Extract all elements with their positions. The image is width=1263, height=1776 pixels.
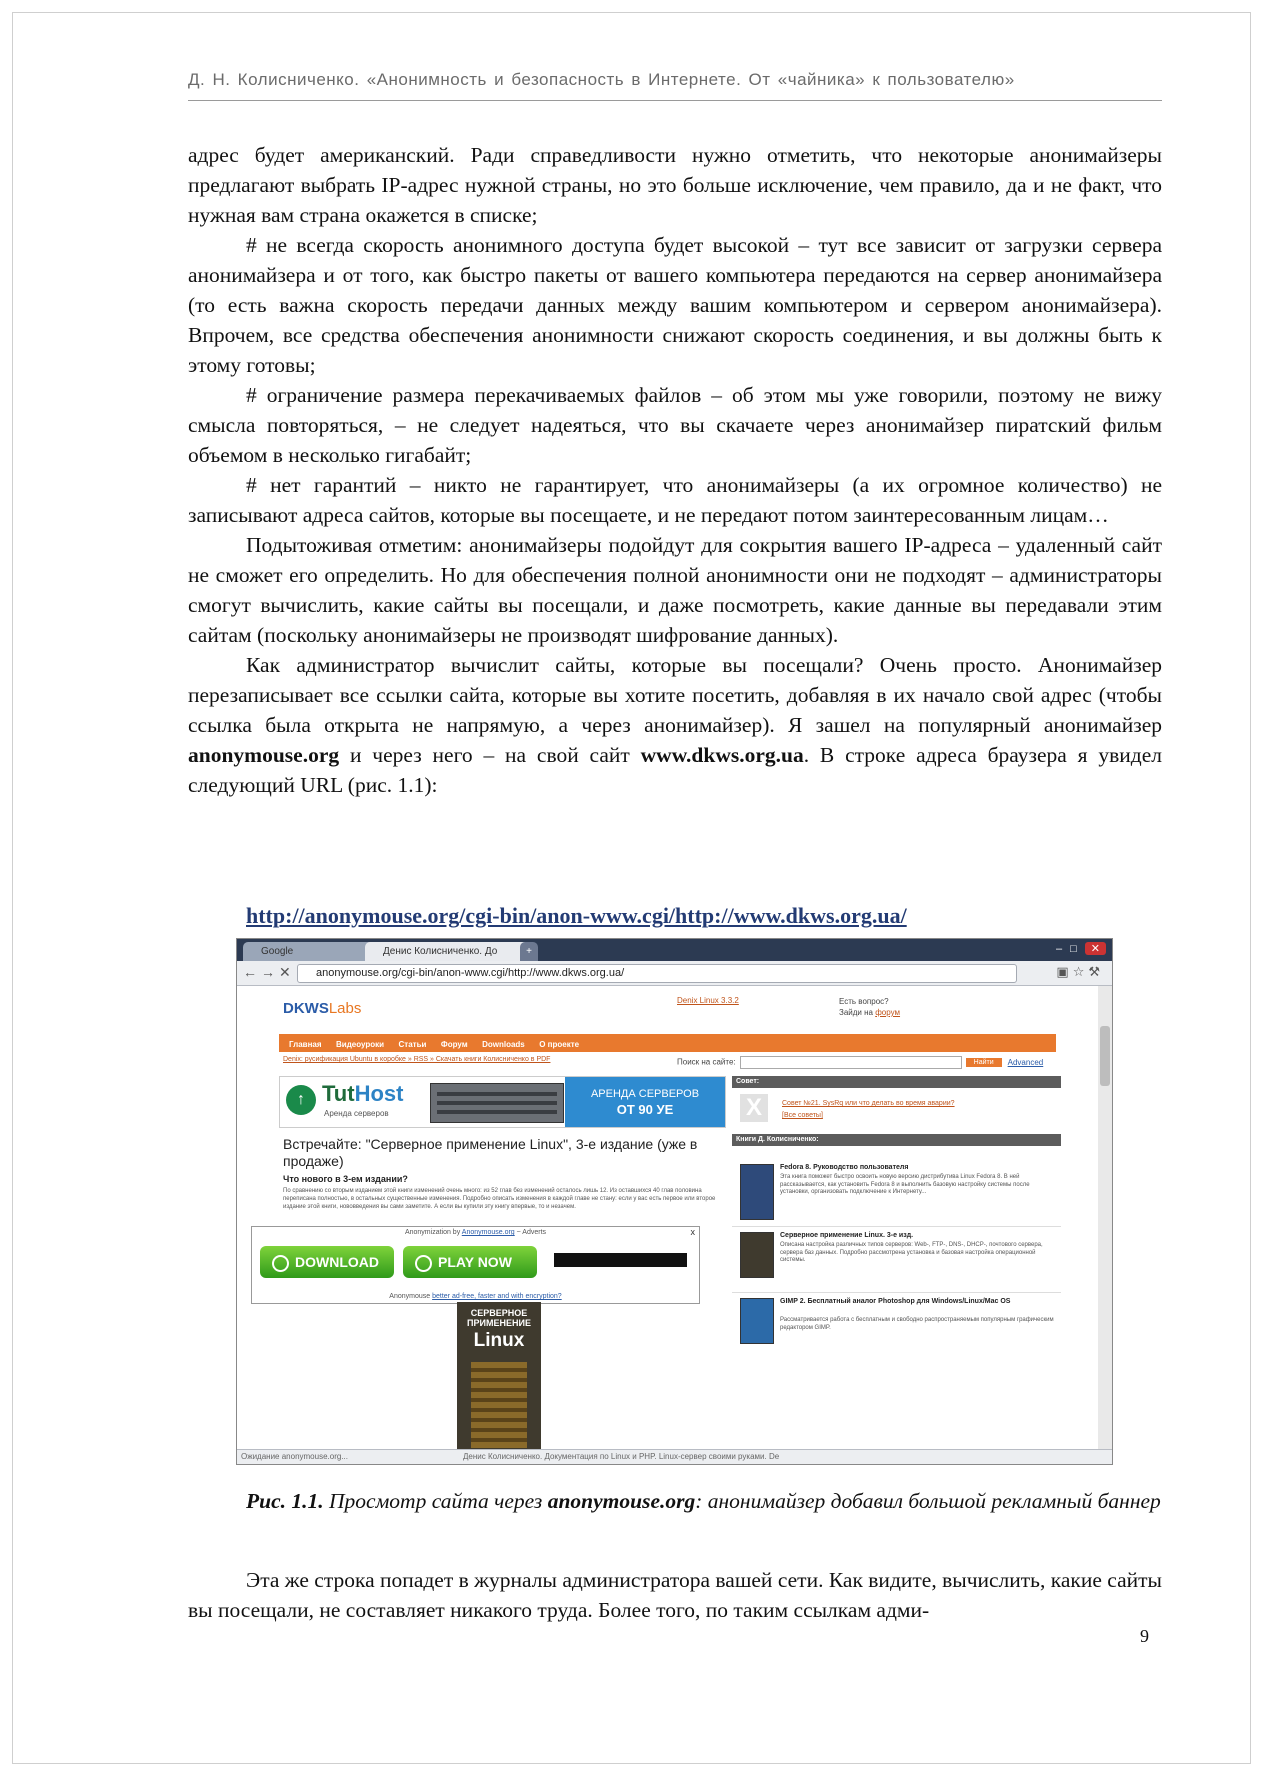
server-rack-line: [437, 1110, 557, 1114]
browser-tab-active[interactable]: Денис Колисниченко. До: [365, 942, 533, 961]
figure-caption: [188, 1487, 1162, 1516]
server-image: [430, 1083, 564, 1123]
menu-item-video[interactable]: Видеоуроки: [336, 1040, 385, 1049]
brand-host: Host: [354, 1081, 404, 1106]
cover-title: Linux: [473, 1330, 525, 1351]
paragraph-6: [188, 650, 1162, 800]
tuthost-tagline: Аренда серверов: [324, 1109, 389, 1118]
ad-footer-link[interactable]: better ad-free, faster and with encryption?: [432, 1293, 562, 1300]
browser-toolbar-icons: [1056, 964, 1104, 980]
tuthost-logo-icon: ↑: [286, 1085, 316, 1115]
brand-tut: Tut: [322, 1081, 355, 1106]
logo-sub: Labs: [328, 1000, 362, 1017]
denix-link[interactable]: Denix Linux 3.3.2: [677, 996, 739, 1005]
site-search: [677, 1056, 1043, 1069]
new-tab-button[interactable]: +: [520, 942, 538, 961]
caption-part-a: Просмотр сайта через: [323, 1489, 548, 1513]
caption-label: Рис. 1.1.: [246, 1489, 324, 1513]
back-arrow-icon[interactable]: ←: [243, 964, 257, 980]
book-desc: Рассматривается работа с бесплатным и свободно распространяемым популярным графическим редактором GIMP.: [780, 1317, 1054, 1331]
anonymouse-name: anonymouse.org: [188, 743, 340, 767]
wrench-icon[interactable]: ⚒: [1088, 964, 1104, 979]
play-icon: [415, 1255, 432, 1272]
advice-link[interactable]: Совет №21. SysRq или что делать во время аварии?: [782, 1100, 955, 1107]
forward-arrow-icon[interactable]: →: [261, 964, 275, 980]
page-number: 9: [1140, 1626, 1149, 1646]
sidebar-books-head: Книги Д. Колисниченко:: [732, 1134, 1061, 1146]
page-viewport: [237, 986, 1098, 1452]
ad-prefix: Anonymization by: [404, 1229, 461, 1236]
ad-suffix: ~ Adverts: [516, 1229, 547, 1236]
minimize-icon[interactable]: –: [1056, 943, 1071, 955]
search-label: Поиск на сайте:: [677, 1057, 736, 1067]
post-title[interactable]: Встречайте: "Серверное применение Linux", 3-е издание (уже в продаже): [283, 1136, 698, 1169]
closing-text: [188, 1565, 1162, 1625]
site-menu: [279, 1034, 1056, 1052]
dkws-name: www.dkws.org.ua: [640, 743, 804, 767]
play-label: PLAY NOW: [438, 1254, 512, 1270]
ad-header: [252, 1229, 699, 1236]
address-text: anonymouse.org/cgi-bin/anon-www.cgi/http://www.dkws.org.ua/: [316, 967, 625, 979]
menu-item-forum[interactable]: Форум: [440, 1040, 468, 1049]
book-desc: Эта книга поможет быстро освоить новую версию дистрибутива Linux Fedora 8. В ней рассказывается, как установить Fedora 8 и выполнить базовую настройку системы после установки, организовать подключение к Интернету...: [780, 1174, 1030, 1195]
site-sidebar: [732, 1076, 1061, 1452]
caption-part-b: : анонимайзер добавил большой рекламный баннер: [695, 1489, 1161, 1513]
browser-status-bar: [237, 1449, 1112, 1464]
running-header: Д. Н. Колисниченко. «Анонимность и безопасность в Интернете. От «чайника» к пользователю»: [188, 70, 1015, 89]
book-cover-linux-server[interactable]: [740, 1232, 774, 1278]
post-subtitle: Что нового в 3-ем издании?: [283, 1174, 408, 1184]
download-button[interactable]: [260, 1246, 394, 1278]
tuthost-banner[interactable]: [279, 1076, 726, 1128]
browser-nav-bar: [237, 961, 1112, 986]
book-title[interactable]: GIMP 2. Бесплатный аналог Photoshop для Windows/Linux/Mac OS: [780, 1298, 1011, 1305]
browser-tab-google[interactable]: Google: [243, 942, 381, 961]
close-icon[interactable]: ✕: [1085, 942, 1106, 955]
offer-line-2: ОТ 90 УЕ: [616, 1102, 674, 1117]
advice-x-icon: X: [740, 1094, 768, 1122]
question-prefix: Зайди на: [839, 1008, 873, 1017]
book-desc: Описана настройка различных типов серверов: Web-, FTP-, DNS-, DHCP-, почтового сервера, сервера баз данных. Подробно рассмотрена установка и базовая настройка операционной системы.: [780, 1242, 1043, 1263]
book-cover-large[interactable]: [457, 1302, 541, 1452]
window-controls: [1056, 942, 1106, 955]
star-icon[interactable]: ☆: [1072, 964, 1089, 979]
logo-main: DKWS: [283, 1000, 329, 1017]
tuthost-offer: [565, 1077, 725, 1127]
search-button[interactable]: Найти: [966, 1058, 1002, 1067]
header-rule: [188, 100, 1162, 101]
paragraph-6-part-c: . В строке адреса браузера я увидел следующий URL (рис. 1.1):: [188, 743, 1162, 797]
body-text: [188, 140, 1162, 800]
book-cover-gimp[interactable]: [740, 1298, 774, 1344]
closing-paragraph: Эта же строка попадет в журналы администратора вашей сети. Как видите, вычислить, какие сайты вы посещали, не составляет никакого труда. Более того, по таким ссылкам адми-: [188, 1568, 1162, 1622]
question-label: Есть вопрос?: [839, 997, 889, 1006]
status-left-text: Ожидание anonymouse.org...: [241, 1452, 348, 1461]
paragraph-6-part-b: и через него – на свой сайт: [339, 743, 641, 767]
download-label: DOWNLOAD: [295, 1254, 379, 1270]
post-text: По сравнению со вторым изданием этой книги изменений очень много: из 52 глав без изменений осталось лишь 12. Из оставшихся 40 глав половина переписана полностью, в остальных существенные изменения. Подробно описать изменения в каждой главе не стану: если у вас есть первое или второе издание этой книги, нововведения вы сами заметите. А если вы купили эту книгу впервые, то и незачем.: [283, 1188, 716, 1210]
caption-bold: anonymouse.org: [547, 1489, 696, 1513]
rss-icon[interactable]: ▣: [1056, 964, 1073, 979]
vertical-scrollbar[interactable]: [1098, 986, 1112, 1452]
offer-line-1: АРЕНДА СЕРВЕРОВ: [590, 1088, 700, 1100]
address-bar[interactable]: [297, 964, 1017, 983]
ad-footer-prefix: Anonymouse: [389, 1293, 431, 1300]
figure-browser-screenshot: [236, 938, 1113, 1465]
ad-black-bar: [554, 1253, 687, 1267]
advanced-search-link[interactable]: Advanced: [1007, 1057, 1044, 1067]
book-cover-fedora[interactable]: [740, 1164, 774, 1220]
menu-item-articles[interactable]: Статьи: [398, 1040, 427, 1049]
sidebar-divider: [732, 1226, 1061, 1227]
paragraph-5: Подытоживая отметим: анонимайзеры подойдут для сокрытия вашего IP-адреса – удаленный сайт не сможет его определить. Но для обеспечения полной анонимности они не подходят – администраторы смогут вычислить, какие сайты вы посещали, и даже посмотреть, какие данные вы передавали этим сайтам (поскольку анонимайзеры не производят шифрование данных).: [188, 533, 1162, 647]
status-mid-text: Денис Колисниченко. Документация по Linux и PHP. Linux-сервер своими руками. De: [463, 1452, 780, 1461]
forum-link[interactable]: форум: [875, 1008, 901, 1017]
caption-text: [188, 1487, 1162, 1516]
sidebar-advice-head: Совет:: [732, 1076, 1061, 1088]
download-arrow-icon: [272, 1255, 289, 1272]
paragraph-3: # ограничение размера перекачиваемых файлов – об этом мы уже говорили, поэтому не вижу смысла повторяться, – не следует надеяться, что вы скачаете через анонимайзер пиратский фильм объемом в несколько гигабайт;: [188, 383, 1162, 467]
play-now-button[interactable]: [403, 1246, 537, 1278]
paragraph-6-part-a: Как администратор вычислит сайты, которые вы посещали? Очень просто. Анонимайзер перезаписывает все ссылки сайта, которые вы хотите посетить, добавляя в их начало свой адрес (чтобы ссылка была открыта не напрямую, а через анонимайзер). Я зашел на популярный анонимайзер: [188, 653, 1162, 737]
example-url-link[interactable]: http://anonymouse.org/cgi-bin/anon-www.cgi/http://www.dkws.org.ua/: [246, 903, 907, 928]
server-rack-line: [437, 1092, 557, 1096]
sidebar-divider: [732, 1292, 1061, 1293]
ad-footer: [252, 1293, 699, 1300]
server-rack-line: [437, 1101, 557, 1105]
cover-top-text: СЕРВЕРНОЕ ПРИМЕНЕНИЕ: [467, 1308, 531, 1328]
tuthost-brand: [322, 1081, 403, 1107]
browser-tab-bar: [237, 939, 1112, 961]
paragraph-2: # не всегда скорость анонимного доступа будет высокой – тут все зависит от загрузки сервера анонимайзера и от того, как быстро пакеты от вашего компьютера передаются на сервер анонимайзера (то есть важна скорость передачи данных между вашим компьютером и сервером анонимайзера). Впрочем, все средства обеспечения анонимности снижают скорость соединения, и вы должны быть к этому готовы;: [188, 233, 1162, 377]
book-title[interactable]: Серверное применение Linux. 3-е изд.: [780, 1232, 914, 1239]
cover-art: [471, 1362, 527, 1448]
paragraph-4: # нет гарантий – никто не гарантирует, что анонимайзеры (а их огромное количество) не записывают адреса сайтов, которые вы посещаете, и не передают потом заинтересованным лицам…: [188, 473, 1162, 527]
menu-item-downloads[interactable]: Downloads: [482, 1040, 525, 1049]
breadcrumb[interactable]: Denix: русификация Ubuntu в коробке » RSS » Скачать книги Колисниченко в PDF: [283, 1056, 551, 1063]
book-title[interactable]: Fedora 8. Руководство пользователя: [780, 1164, 909, 1171]
maximize-icon[interactable]: □: [1070, 943, 1085, 955]
ad-close-icon[interactable]: x: [690, 1227, 695, 1237]
anonymouse-ad-overlay: [251, 1226, 700, 1304]
paragraph-1: адрес будет американский. Ради справедливости нужно отметить, что некоторые анонимайзеры предлагают выбрать IP-адрес нужной страны, но это больше исключение, чем правило, да и не факт, что нужная вам страна окажется в списке;: [188, 143, 1162, 227]
anonymouse-link[interactable]: Anonymouse.org: [461, 1229, 515, 1236]
question-block: [839, 996, 900, 1018]
stop-icon[interactable]: ✕: [279, 964, 291, 980]
dkws-logo[interactable]: [283, 1000, 361, 1017]
search-input[interactable]: [740, 1056, 962, 1069]
menu-item-about[interactable]: О проекте: [539, 1040, 580, 1049]
all-advice-link[interactable]: [Все советы]: [782, 1112, 823, 1119]
scrollbar-thumb[interactable]: [1100, 1026, 1110, 1086]
menu-item-home[interactable]: Главная: [289, 1040, 322, 1049]
